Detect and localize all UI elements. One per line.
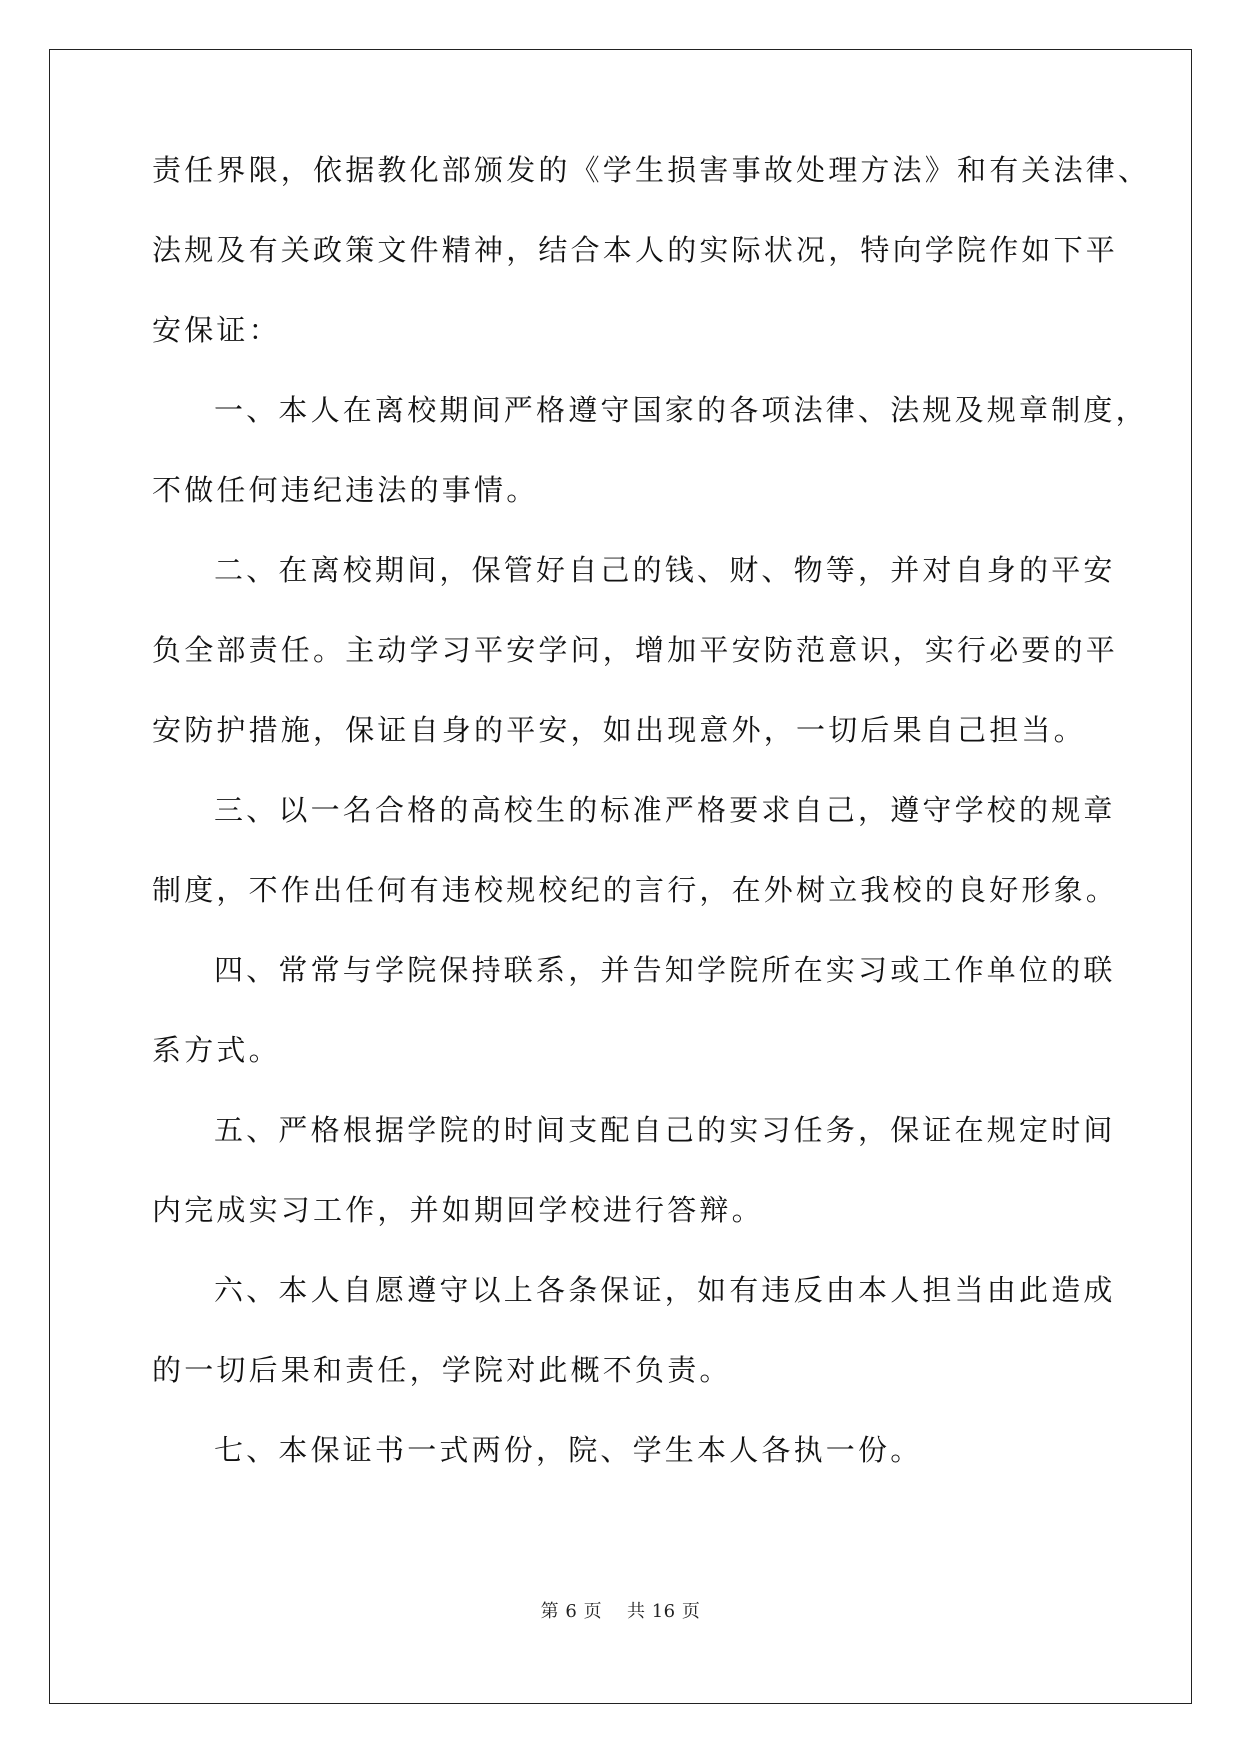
text-line: 制度，不作出任何有违校规校纪的言行，在外树立我校的良好形象。: [152, 873, 1119, 907]
text-line: 二、在离校期间，保管好自己的钱、财、物等，并对自身的平安: [214, 553, 1116, 587]
text-line: 三、以一名合格的高校生的标准严格要求自己，遵守学校的规章: [214, 793, 1116, 827]
text-line: 的一切后果和责任，学院对此概不负责。: [152, 1353, 732, 1387]
page-number: 第 6 页: [540, 1601, 603, 1622]
text-line: 不做任何违纪违法的事情。: [152, 473, 539, 507]
text-line: 一、本人在离校期间严格遵守国家的各项法律、法规及规章制度，: [214, 393, 1148, 427]
text-line: 六、本人自愿遵守以上各条保证，如有违反由本人担当由此造成: [214, 1273, 1116, 1307]
text-line: 安防护措施，保证自身的平安，如出现意外，一切后果自己担当。: [152, 713, 1086, 747]
text-line: 安保证：: [152, 313, 281, 347]
text-line: 法规及有关政策文件精神，结合本人的实际状况，特向学院作如下平: [152, 233, 1119, 267]
text-line: 系方式。: [152, 1033, 281, 1067]
footer-gap: [602, 1601, 627, 1622]
text-line: 内完成实习工作，并如期回学校进行答辩。: [152, 1193, 764, 1227]
text-line: 四、常常与学院保持联系，并告知学院所在实习或工作单位的联: [214, 953, 1116, 987]
page-total: 共 16 页: [626, 1601, 701, 1622]
page-footer: [0, 1600, 1241, 1624]
text-line: 责任界限，依据教化部颁发的《学生损害事故处理方法》和有关法律、: [152, 153, 1151, 187]
text-line: 五、严格根据学院的时间支配自己的实习任务，保证在规定时间: [214, 1113, 1116, 1147]
text-line: 七、本保证书一式两份，院、学生本人各执一份。: [214, 1433, 923, 1467]
text-line: 负全部责任。主动学习平安学问，增加平安防范意识，实行必要的平: [152, 633, 1119, 667]
